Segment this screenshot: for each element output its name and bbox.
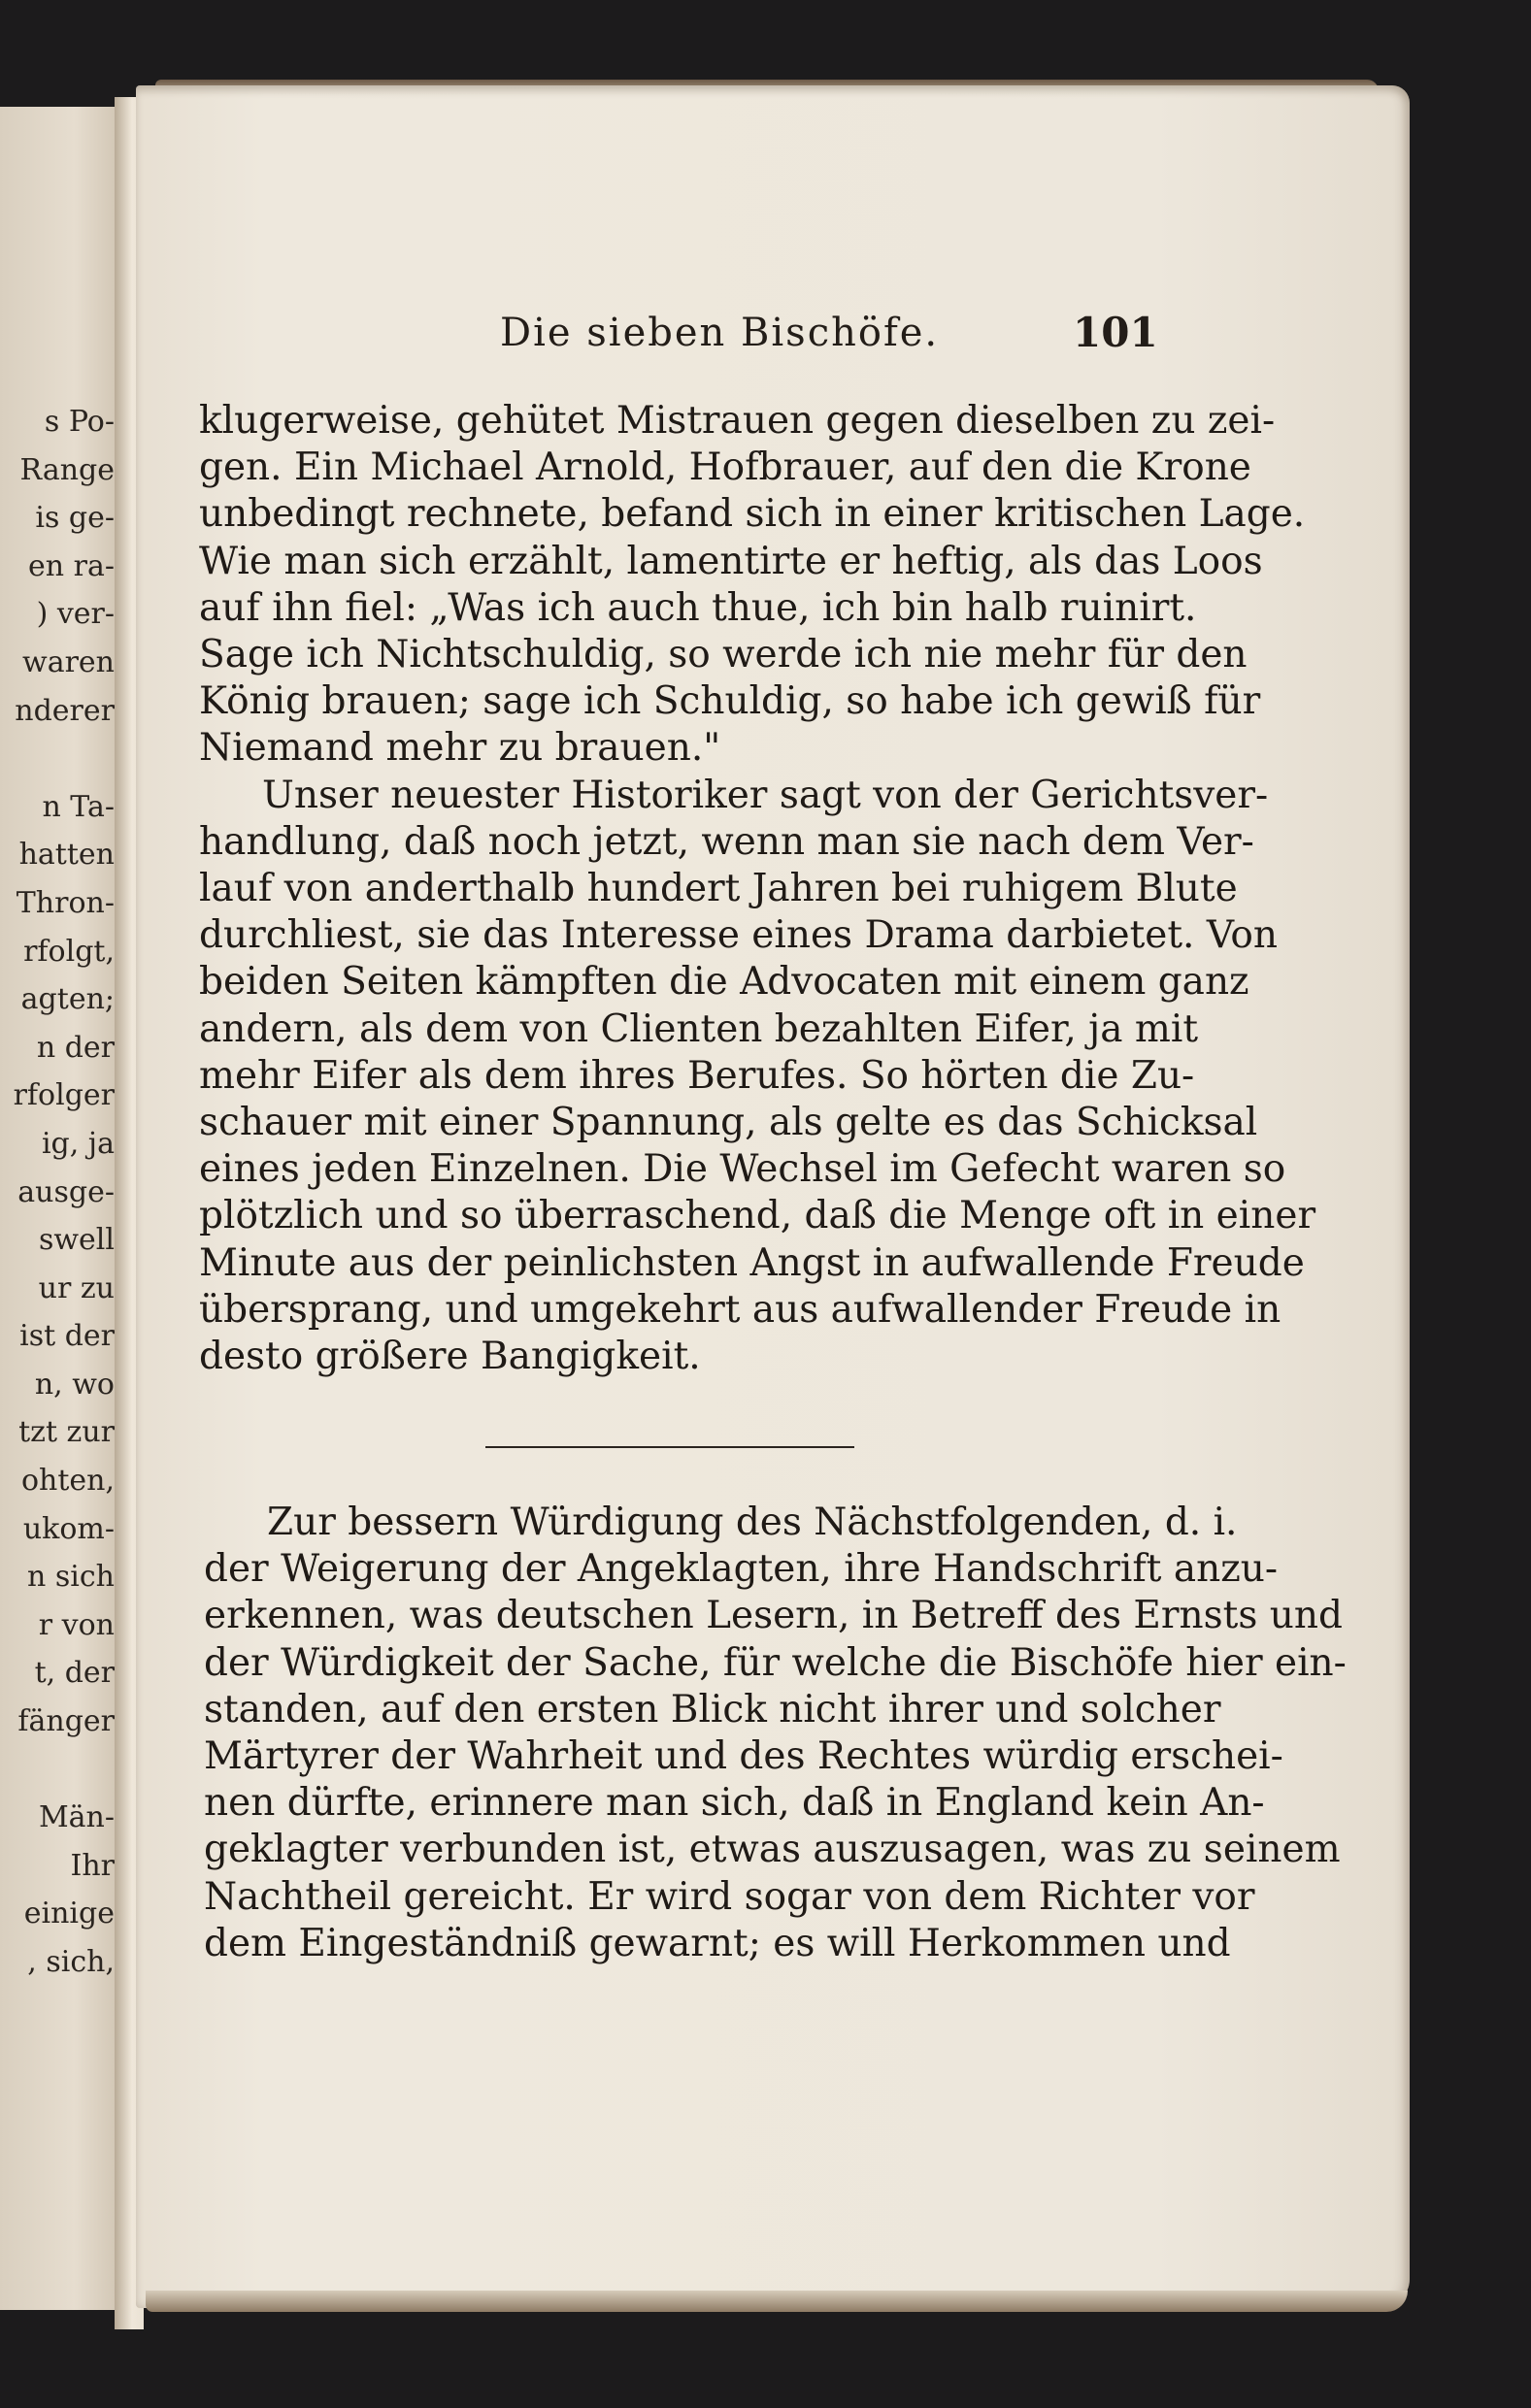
- text-line: Zur bessern Würdigung des Nächstfolgenden, d. i.: [267, 1501, 1238, 1544]
- main-text: [199, 398, 1316, 1380]
- text-line: Nachtheil gereicht. Er wird sogar von dem Richter vor: [204, 1874, 1255, 1919]
- left-edge-line: n Ta-: [42, 789, 115, 824]
- left-page-edge-text: [0, 398, 115, 1987]
- text-line: erkennen, was deutschen Lesern, in Betreff des Ernsts und: [204, 1594, 1343, 1638]
- left-edge-line: swell: [38, 1223, 115, 1258]
- section-divider: [485, 1446, 854, 1448]
- left-edge-line: waren: [22, 644, 115, 679]
- paragraph-2: [199, 773, 1316, 1381]
- main-text-continued: [204, 1500, 1347, 1967]
- text-line: gen. Ein Michael Arnold, Hofbrauer, auf den die Krone: [199, 445, 1251, 490]
- text-line: Unser neuester Historiker sagt von der Gerichtsver-: [262, 773, 1269, 817]
- left-edge-line: n der: [36, 1030, 115, 1065]
- left-edge-line: r von: [38, 1607, 115, 1642]
- page-number: 101: [1073, 309, 1158, 356]
- left-edge-line: rfolgt,: [23, 934, 115, 969]
- text-line: der Weigerung der Angeklagten, ihre Handschrift anzu-: [204, 1547, 1279, 1592]
- text-line: plötzlich und so überraschend, daß die Menge oft in einer: [199, 1194, 1316, 1238]
- left-edge-line: [0, 1746, 115, 1795]
- text-line: nen dürfte, erinnere man sich, daß in England kein An-: [204, 1781, 1265, 1826]
- text-line: dem Eingeständniß gewarnt; es will Herkommen und: [204, 1921, 1231, 1965]
- text-line: handlung, daß noch jetzt, wenn man sie nach dem Ver-: [199, 819, 1254, 864]
- text-line: übersprang, und umgekehrt aus aufwallender Freude in: [199, 1287, 1281, 1332]
- left-edge-line: rfolger: [13, 1078, 115, 1113]
- left-edge-line: nderer: [15, 693, 115, 728]
- left-edge-line: s Po-: [44, 405, 115, 439]
- left-edge-line: ig, ja: [41, 1126, 115, 1161]
- left-edge-line: Range: [19, 452, 115, 487]
- left-edge-line: tzt zur: [18, 1415, 115, 1450]
- left-edge-line: t, der: [34, 1656, 115, 1691]
- text-line: Wie man sich erzählt, lamentirte er heftig, als das Loos: [199, 539, 1263, 583]
- left-edge-line: Thron-: [16, 885, 115, 920]
- text-line: König brauen; sage ich Schuldig, so habe ich gewiß für: [199, 679, 1261, 724]
- left-edge-line: hatten: [18, 838, 115, 873]
- running-head: Die sieben Bischöfe.: [500, 311, 940, 355]
- text-line: unbedingt rechnete, befand sich in einer kritischen Lage.: [199, 492, 1306, 537]
- left-edge-line: Män-: [38, 1800, 115, 1835]
- text-line: Sage ich Nichtschuldig, so werde ich nie mehr für den: [199, 633, 1248, 677]
- text-line: lauf von anderthalb hundert Jahren bei ruhigem Blute: [199, 867, 1238, 911]
- text-line: standen, auf den ersten Blick nicht ihrer und solcher: [204, 1687, 1221, 1732]
- paragraph-3: [204, 1500, 1347, 1967]
- text-line: eines jeden Einzelnen. Die Wechsel im Gefecht waren so: [199, 1147, 1286, 1192]
- text-line: desto größere Bangigkeit.: [199, 1335, 701, 1379]
- left-edge-line: is ge-: [35, 501, 115, 536]
- text-line: geklagter verbunden ist, etwas auszusagen, was zu seinem: [204, 1828, 1341, 1872]
- text-line: andern, als dem von Clienten bezahlten Eifer, ja mit: [199, 1006, 1198, 1051]
- left-edge-line: ohten,: [20, 1464, 115, 1499]
- text-line: Niemand mehr zu brauen.": [199, 726, 721, 771]
- page-bottom-edge: [146, 2291, 1408, 2312]
- left-edge-line: fänger: [17, 1704, 115, 1739]
- text-line: auf ihn fiel: „Was ich auch thue, ich bin halb ruinirt.: [199, 585, 1197, 630]
- text-line: schauer mit einer Spannung, als gelte es das Schicksal: [199, 1101, 1258, 1145]
- left-edge-line: en ra-: [28, 548, 115, 583]
- left-edge-line: Ihr: [70, 1848, 115, 1883]
- text-line: mehr Eifer als dem ihres Berufes. So hörten die Zu-: [199, 1053, 1195, 1098]
- left-edge-line: ) ver-: [36, 597, 115, 632]
- text-line: Märtyrer der Wahrheit und des Rechtes würdig erschei-: [204, 1734, 1283, 1779]
- left-edge-line: ausge-: [17, 1174, 115, 1209]
- text-line: durchliest, sie das Interesse eines Drama darbietet. Von: [199, 913, 1279, 958]
- paragraph-1: [199, 398, 1306, 773]
- left-edge-line: , sich,: [27, 1945, 115, 1979]
- left-edge-line: einige: [23, 1897, 115, 1931]
- left-edge-line: ist der: [19, 1319, 115, 1354]
- left-edge-line: ukom-: [22, 1511, 115, 1546]
- text-line: beiden Seiten kämpften die Advocaten mit einem ganz: [199, 960, 1249, 1005]
- text-line: Minute aus der peinlichsten Angst in aufwallende Freude: [199, 1240, 1305, 1285]
- left-edge-line: agten;: [20, 982, 115, 1017]
- text-line: klugerweise, gehütet Mistrauen gegen dieselben zu zei-: [199, 399, 1276, 443]
- text-line: der Würdigkeit der Sache, für welche die Bischöfe hier ein-: [204, 1640, 1347, 1685]
- left-edge-line: ur zu: [38, 1270, 115, 1305]
- left-edge-line: [0, 735, 115, 783]
- left-edge-line: n, wo: [34, 1367, 115, 1402]
- left-edge-line: n sich: [27, 1560, 115, 1595]
